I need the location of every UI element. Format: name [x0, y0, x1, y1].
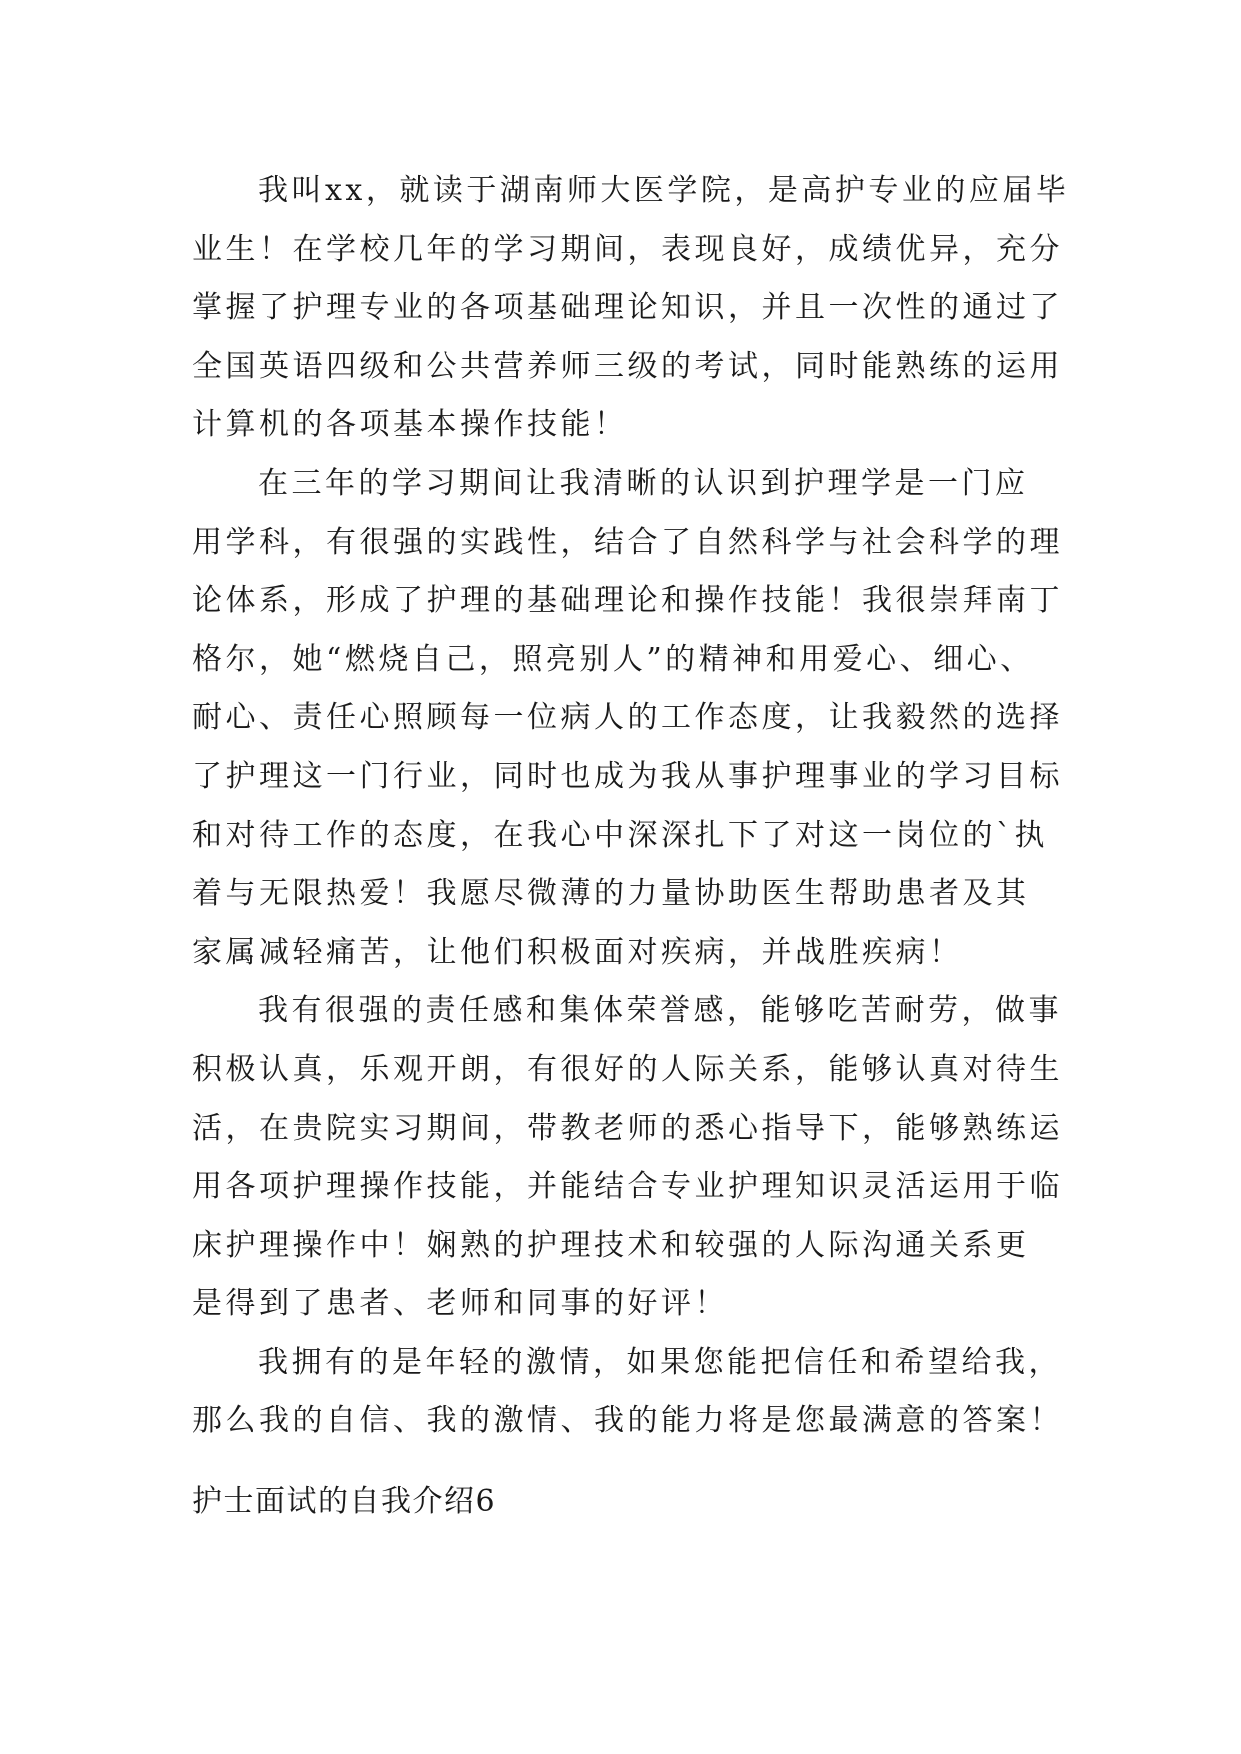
text-line: 业生！在学校几年的学习期间，表现良好，成绩优异，充分 [192, 231, 1063, 267]
text-line: 那么我的自信、我的激情、我的能力将是您最满意的答案！ [192, 1403, 1063, 1439]
text-line: 我叫xx，就读于湖南师大医学院，是高护专业的应届毕 [258, 173, 1070, 208]
text-line: 我拥有的是年轻的激情，如果您能把信任和希望给我， [258, 1344, 1062, 1380]
document-body [192, 162, 1072, 1451]
text-line: 了护理这一门行业，同时也成为我从事护理事业的学习目标 [192, 758, 1063, 794]
section-heading: 护士面试的自我介绍6 [192, 1484, 497, 1519]
text-line: 耐心、责任心照顾每一位病人的工作态度，让我毅然的选择 [192, 700, 1063, 736]
text-line: 是得到了患者、老师和同事的好评！ [192, 1286, 728, 1322]
text-line: 用各项护理操作技能，并能结合专业护理知识灵活运用于临 [192, 1169, 1063, 1205]
text-line: 着与无限热爱！我愿尽微薄的力量协助医生帮助患者及其 [192, 876, 1030, 912]
paragraph-intro [192, 162, 1072, 455]
paragraph-closing [192, 1334, 1072, 1451]
text-line: 掌握了护理专业的各项基础理论知识，并且一次性的通过了 [192, 290, 1063, 326]
text-line: 家属减轻痛苦，让他们积极面对疾病，并战胜疾病！ [192, 934, 963, 970]
paragraph-character [192, 982, 1072, 1334]
text-line: 在三年的学习期间让我清晰的认识到护理学是一门应 [258, 465, 1029, 501]
text-line: 床护理操作中！娴熟的护理技术和较强的人际沟通关系更 [192, 1227, 1030, 1263]
text-line: 计算机的各项基本操作技能！ [192, 407, 628, 443]
text-line: 全国英语四级和公共营养师三级的考试，同时能熟练的运用 [192, 348, 1063, 384]
text-line: 格尔，她“燃烧自己，照亮别人”的精神和用爱心、细心、 [192, 641, 1034, 677]
text-line: 我有很强的责任感和集体荣誉感，能够吃苦耐劳，做事 [258, 993, 1062, 1029]
text-line: 活，在贵院实习期间，带教老师的悉心指导下，能够熟练运 [192, 1110, 1063, 1146]
text-line: 和对待工作的态度，在我心中深深扎下了对这一岗位的`执 [192, 817, 1048, 853]
text-line: 论体系，形成了护理的基础理论和操作技能！我很崇拜南丁 [192, 583, 1063, 619]
text-line: 用学科，有很强的实践性，结合了自然科学与社会科学的理 [192, 524, 1063, 560]
text-line: 积极认真，乐观开朗，有很好的人际关系，能够认真对待生 [192, 1051, 1063, 1087]
paragraph-study [192, 455, 1072, 982]
